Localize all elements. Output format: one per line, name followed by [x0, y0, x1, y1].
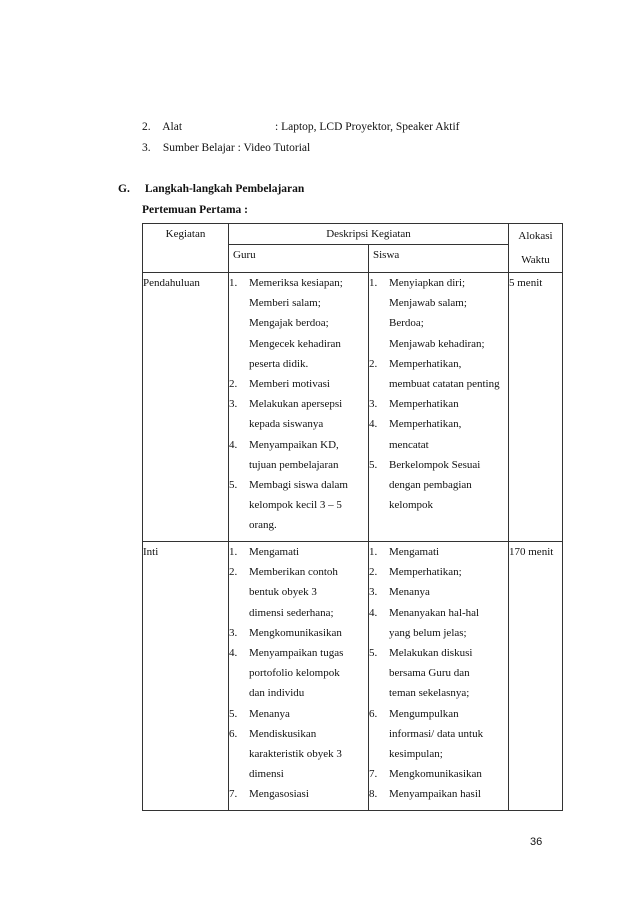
list-line	[229, 603, 368, 623]
list-line-text: peserta didik.	[249, 357, 309, 370]
list-line	[369, 542, 508, 562]
list-line	[229, 784, 368, 804]
list-line-text: Menyampaikan hasil	[389, 788, 481, 801]
list-line-text: informasi/ data untuk	[389, 727, 484, 740]
list-line-text: Mengkomunikasikan	[249, 626, 342, 639]
list-line-text: bersama Guru dan	[389, 667, 470, 680]
page-number: 36	[530, 836, 543, 848]
list-line	[229, 663, 368, 683]
header-siswa-label: Siswa	[373, 249, 400, 262]
list-line-text: Menjawab kehadiran;	[389, 337, 485, 350]
header-guru	[229, 245, 369, 273]
list-line-text: Melakukan apersepsi	[249, 398, 343, 411]
list-line-text: Memeriksa kesiapan;	[249, 277, 343, 289]
list-line	[229, 293, 368, 313]
list-line-text: Berdoa;	[389, 317, 424, 330]
list-line-text: Menanya	[249, 707, 290, 720]
cell-guru	[229, 273, 369, 542]
list-line	[369, 354, 508, 374]
section-title: Langkah-langkah Pembelajaran	[144, 183, 305, 195]
list-line-text: Memberi motivasi	[249, 377, 330, 390]
list-number: 3.	[142, 142, 151, 154]
list-line	[229, 414, 368, 434]
list-line-text: Mengajak berdoa;	[249, 317, 329, 330]
cell-siswa	[369, 273, 509, 542]
list-line-text: yang belum jelas;	[389, 626, 467, 639]
siswa-list	[369, 542, 508, 804]
list-line-number: 6.	[369, 707, 378, 720]
list-line	[229, 704, 368, 724]
table-row	[143, 273, 563, 542]
list-line	[229, 334, 368, 354]
list-line-number: 2.	[229, 377, 238, 390]
list-line	[369, 744, 508, 764]
list-line	[369, 475, 508, 495]
list-line-text: orang.	[249, 519, 277, 532]
list-line	[369, 273, 508, 293]
list-line-number: 4.	[229, 646, 238, 659]
list-line	[229, 273, 368, 293]
list-line-text: dan individu	[249, 687, 305, 700]
list-line-text: portofolio kelompok	[249, 667, 340, 680]
list-line	[229, 744, 368, 764]
list-line-number: 5.	[229, 478, 238, 491]
cell-waktu	[509, 542, 563, 811]
list-line-text: bentuk obyek 3	[249, 586, 317, 599]
list-item-alat	[142, 121, 182, 133]
list-line-text: Menyampaikan KD,	[249, 438, 339, 451]
meeting-title: Pertemuan Pertama :	[142, 204, 249, 216]
list-line	[369, 784, 508, 804]
list-line-text: Membagi siswa dalam	[249, 478, 348, 491]
table-row	[143, 542, 563, 811]
list-line-number: 3.	[369, 586, 378, 599]
list-label: Alat	[162, 121, 183, 133]
list-line	[369, 414, 508, 434]
list-line	[229, 582, 368, 602]
list-line-number: 4.	[229, 438, 238, 451]
header-kegiatan: Kegiatan	[143, 224, 229, 273]
list-line-text: dimensi sederhana;	[249, 606, 334, 619]
cell-guru	[229, 542, 369, 811]
list-line-number: 4.	[369, 418, 378, 431]
waktu-label: 170 menit	[509, 546, 554, 558]
list-line-text: kesimpulan;	[389, 747, 443, 760]
header-alokasi-line1: Alokasi	[518, 230, 553, 242]
list-line	[369, 704, 508, 724]
header-siswa	[369, 245, 509, 273]
header-alokasi-line2: Waktu	[521, 254, 550, 266]
list-line-text: kelompok	[389, 499, 433, 512]
list-line-number: 3.	[229, 626, 238, 639]
list-line-number: 2.	[229, 566, 238, 579]
list-line-number: 6.	[229, 727, 238, 740]
list-line-text: Menjawab salam;	[389, 297, 467, 310]
list-line	[229, 455, 368, 475]
list-line-text: Memberi salam;	[249, 297, 321, 310]
cell-kegiatan	[143, 542, 229, 811]
list-line	[369, 495, 508, 515]
guru-list	[229, 542, 368, 804]
list-line-text: membuat catatan penting	[389, 377, 500, 390]
list-line	[229, 495, 368, 515]
list-line	[229, 515, 368, 535]
list-line-text: kelompok kecil 3 – 5	[249, 499, 342, 512]
list-line-text: Mengecek kehadiran	[249, 337, 341, 350]
list-line	[369, 764, 508, 784]
list-line-text: karakteristik obyek 3	[249, 747, 342, 760]
list-line-text: Menanya	[389, 586, 430, 599]
list-line	[369, 394, 508, 414]
cell-siswa	[369, 542, 509, 811]
list-line-text: Mendiskusikan	[249, 727, 317, 740]
waktu-label: 5 menit	[509, 277, 543, 289]
list-line	[369, 582, 508, 602]
header-deskripsi: Deskripsi Kegiatan	[229, 224, 509, 245]
list-line-number: 7.	[229, 788, 238, 801]
list-line-text: Melakukan diskusi	[389, 646, 473, 659]
list-value-alat: : Laptop, LCD Proyektor, Speaker Aktif	[275, 121, 460, 133]
section-heading	[118, 183, 304, 195]
list-line	[369, 623, 508, 643]
list-line-number: 8.	[369, 788, 378, 801]
list-label: Sumber Belajar : Video Tutorial	[162, 142, 311, 154]
list-line-number: 2.	[369, 357, 378, 370]
list-line-text: mencatat	[389, 438, 429, 451]
list-line	[229, 394, 368, 414]
list-line-text: dengan pembagian	[389, 478, 472, 491]
list-line	[369, 663, 508, 683]
list-line-number: 5.	[369, 458, 378, 471]
list-line	[229, 724, 368, 744]
list-line	[229, 623, 368, 643]
list-line-number: 1.	[229, 277, 238, 289]
list-line-number: 1.	[369, 546, 378, 558]
list-line	[369, 603, 508, 623]
list-line	[229, 683, 368, 703]
list-line-number: 1.	[229, 546, 238, 558]
list-number: 2.	[142, 121, 151, 133]
section-letter: G.	[118, 183, 130, 195]
list-line	[229, 542, 368, 562]
list-line	[229, 313, 368, 333]
list-line	[369, 435, 508, 455]
siswa-list	[369, 273, 508, 515]
list-line-number: 5.	[229, 707, 238, 720]
list-line	[369, 683, 508, 703]
list-line-number: 1.	[369, 277, 378, 289]
list-item-sumber-belajar	[142, 142, 310, 154]
cell-kegiatan	[143, 273, 229, 542]
list-line-text: Menanyakan hal-hal	[389, 606, 480, 619]
kegiatan-label: Pendahuluan	[143, 277, 200, 289]
guru-list	[229, 273, 368, 535]
list-line	[229, 562, 368, 582]
list-line-text: Menyampaikan tugas	[249, 646, 344, 659]
list-line-text: kepada siswanya	[249, 418, 324, 431]
list-line	[229, 643, 368, 663]
list-line-text: Menyiapkan diri;	[389, 277, 466, 289]
table-header-row	[143, 224, 563, 245]
learning-steps-table	[142, 223, 563, 811]
list-line-text: Mengkomunikasikan	[389, 768, 482, 781]
list-line	[369, 562, 508, 582]
list-line-text: Memperhatikan	[389, 398, 459, 411]
list-line	[229, 374, 368, 394]
list-line-text: Memperhatikan;	[389, 566, 462, 579]
list-line-text: teman sekelasnya;	[389, 687, 470, 700]
list-line-number: 3.	[229, 398, 238, 411]
list-line	[369, 313, 508, 333]
list-line-number: 3.	[369, 398, 378, 411]
list-line-text: Berkelompok Sesuai	[389, 458, 481, 471]
list-line-number: 2.	[369, 566, 378, 579]
list-line-text: Memperhatikan,	[389, 357, 462, 370]
list-line-number: 4.	[369, 606, 378, 619]
list-line-text: tujuan pembelajaran	[249, 458, 339, 471]
list-line	[369, 455, 508, 475]
header-guru-label: Guru	[233, 249, 256, 262]
list-line-text: Mengasosiasi	[249, 788, 309, 801]
list-line	[229, 475, 368, 495]
list-line	[369, 374, 508, 394]
list-line-text: Mengumpulkan	[389, 707, 459, 720]
cell-waktu	[509, 273, 563, 542]
list-line	[229, 764, 368, 784]
kegiatan-label: Inti	[143, 546, 159, 558]
list-line	[229, 435, 368, 455]
list-line-number: 5.	[369, 646, 378, 659]
list-line	[369, 724, 508, 744]
list-line-text: Mengamati	[249, 546, 300, 558]
list-line-number: 7.	[369, 768, 378, 781]
list-line	[369, 643, 508, 663]
header-alokasi	[509, 224, 563, 273]
list-line-text: Memberikan contoh	[249, 566, 338, 579]
list-line-text: Memperhatikan,	[389, 418, 462, 431]
list-line	[369, 293, 508, 313]
list-line	[229, 354, 368, 374]
list-line	[369, 334, 508, 354]
list-line-text: Mengamati	[389, 546, 440, 558]
list-line-text: dimensi	[249, 768, 284, 781]
